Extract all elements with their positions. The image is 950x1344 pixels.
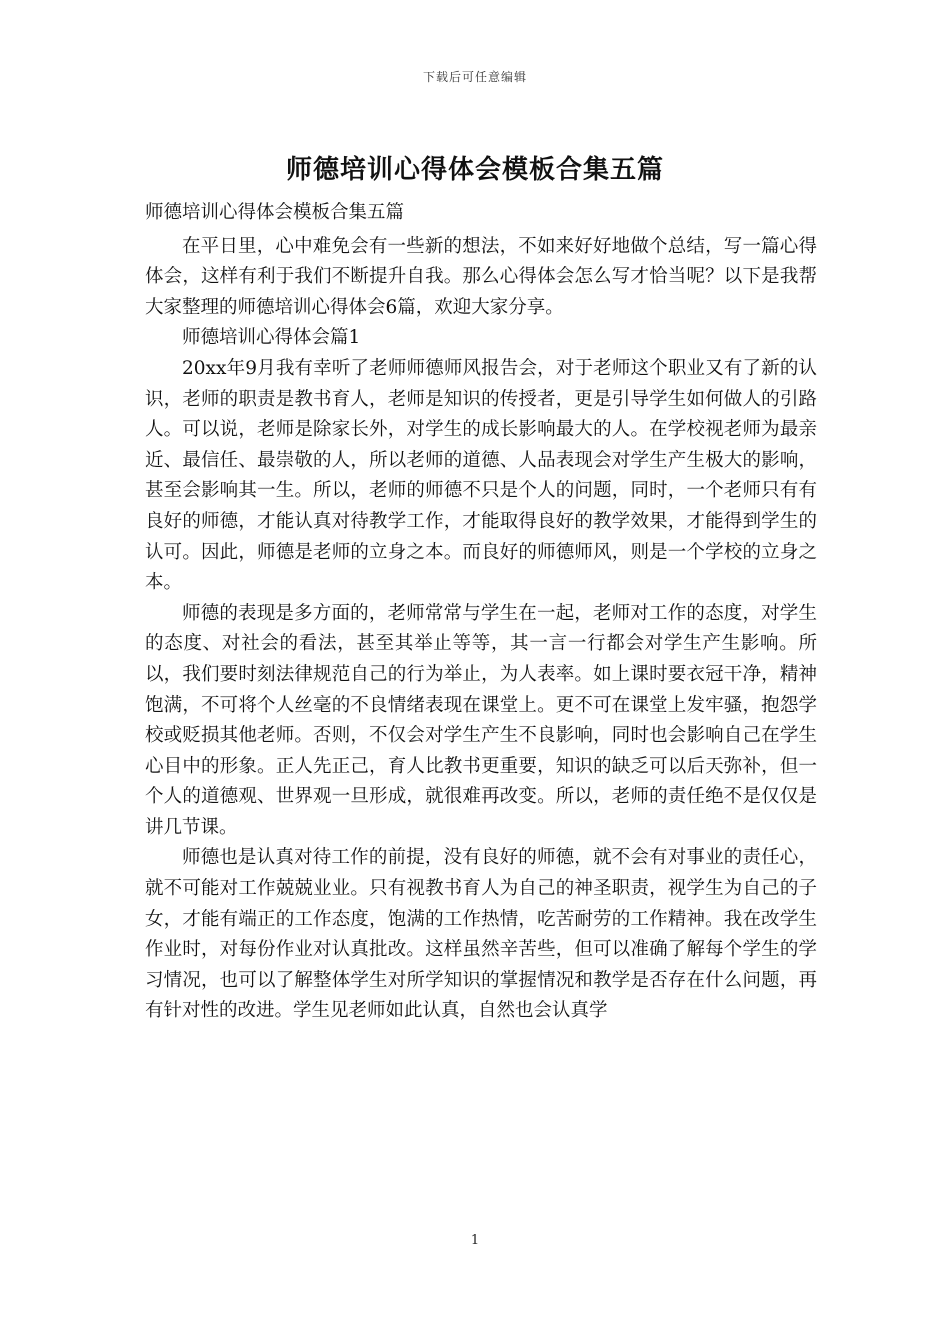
document-title: 师德培训心得体会模板合集五篇: [285, 155, 664, 185]
page-header-note: 下载后可任意编辑: [422, 70, 527, 84]
document-body: [145, 198, 817, 1027]
body-paragraph-2: 师德的表现是多方面的，老师常常与学生在一起，老师对工作的态度，对学生的态度、对社会的看法，甚至其举止等等，其一言一行都会对学生产生影响。所以，我们要时刻法律规范自己的行为举止，为人表率。如上课时要衣冠干净，精神饱满，不可将个人丝毫的不良情绪表现在课堂上。更不可在课堂上发牢骚，抱怨学校或贬损其他老师。否则，不仅会对学生产生不良影响，同时也会影响自己在学生心目中的形象。正人先正己，育人比教书更重要，知识的缺乏可以后天弥补，但一个人的道德观、世界观一旦形成，就很难再改变。所以，老师的责任绝不是仅仅是讲几节课。: [145, 602, 817, 838]
document-subtitle: 师德培训心得体会模板合集五篇: [145, 202, 405, 223]
body-paragraph-3: 师德也是认真对待工作的前提，没有良好的师德，就不会有对事业的责任心，就不可能对工作兢兢业业。只有视教书育人为自己的神圣职责，视学生为自己的子女，才能有端正的工作态度，饱满的工作热情，吃苦耐劳的工作精神。我在改学生作业时，对每份作业对认真批改。这样虽然辛苦些，但可以准确了解每个学生的学习情况，也可以了解整体学生对所学知识的掌握情况和教学是否存在什么问题，再有针对性的改进。学生见老师如此认真，自然也会认真学: [145, 847, 817, 1022]
intro-paragraph: 在平日里，心中难免会有一些新的想法，不如来好好地做个总结，写一篇心得体会，这样有利于我们不断提升自我。那么心得体会怎么写才恰当呢？以下是我帮大家整理的师德培训心得体会6篇，欢迎大家分享。: [145, 235, 817, 318]
section-heading: 师德培训心得体会篇1: [182, 327, 361, 349]
body-paragraph-1: 20xx年9月我有幸听了老师师德师风报告会，对于老师这个职业又有了新的认识，老师的职责是教书育人，老师是知识的传授者，更是引导学生如何做人的引路人。可以说，老师是除家长外，对学生的成长影响最大的人。在学校视老师为最亲近、最信任、最崇敬的人，所以老师的道德、人品表现会对学生产生极大的影响，甚至会影响其一生。所以，老师的师德不只是个人的问题，同时，一个老师只有有良好的师德，才能认真对待教学工作，才能取得良好的教学效果，才能得到学生的认可。因此，师德是老师的立身之本。而良好的师德师风，则是一个学校的立身之本。: [145, 357, 817, 594]
page-number: 1: [470, 1233, 480, 1248]
